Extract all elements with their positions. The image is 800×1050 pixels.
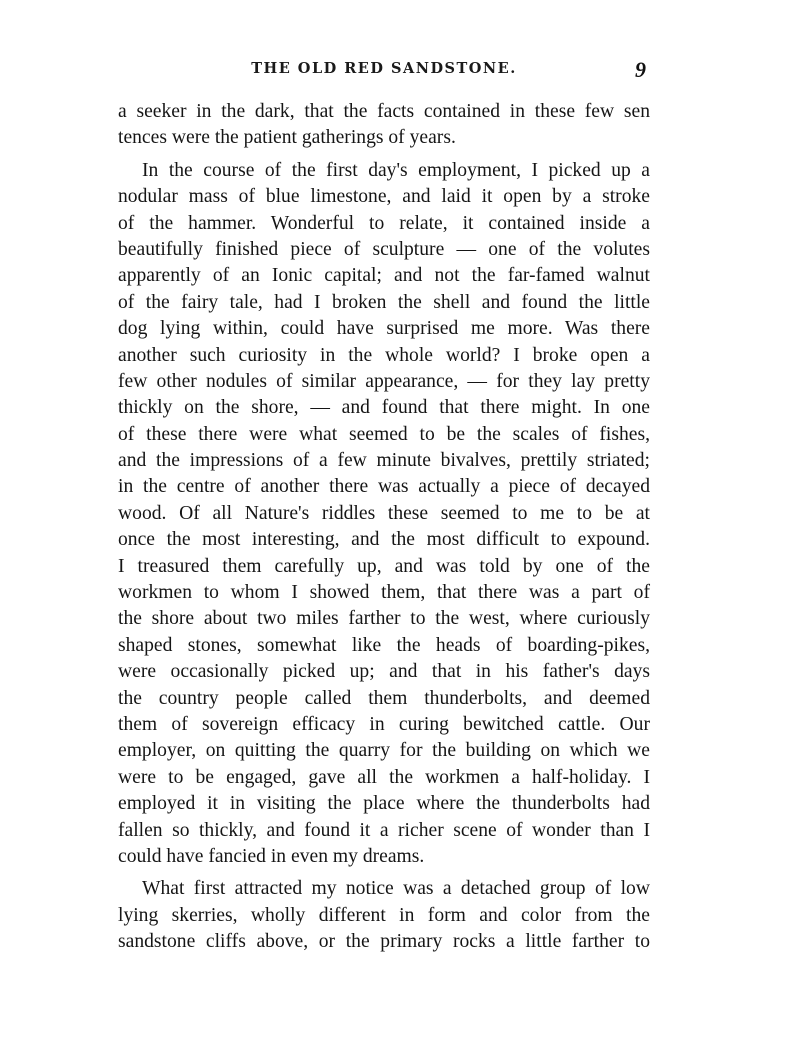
text-line: once the most interesting, and the most difficult to expound.	[118, 529, 650, 551]
text-line: sandstone cliffs above, or the primary rocks a little farther to	[118, 931, 650, 953]
text-line: and the impressions of a few minute bivalves, prettily striated;	[118, 450, 650, 472]
text-line: dog lying within, could have surprised me more. Was there	[118, 318, 650, 340]
text-line: shaped stones, somewhat like the heads of boarding-pikes,	[118, 634, 650, 656]
text-line: the shore about two miles farther to the west, where curiously	[118, 608, 650, 630]
text-line: apparently of an Ionic capital; and not the far-famed walnut	[118, 265, 650, 287]
text-line: In the course of the first day's employment, I picked up a	[142, 159, 650, 181]
running-title: THE OLD RED SANDSTONE.	[251, 60, 517, 77]
text-line: workmen to whom I showed them, that there was a part of	[118, 582, 650, 604]
text-line: of the hammer. Wonderful to relate, it contained inside a	[118, 212, 650, 234]
text-line: another such curiosity in the whole world? I broke open a	[118, 344, 650, 366]
text-line: tences were the patient gatherings of years.	[118, 127, 456, 149]
paragraph-2	[118, 158, 650, 871]
text-line: were occasionally picked up; and that in his father's days	[118, 661, 650, 683]
text-line: of the fairy tale, had I broken the shell and found the little	[118, 291, 650, 313]
text-line: What first attracted my notice was a detached group of low	[142, 878, 650, 900]
text-line: of these there were what seemed to be the scales of fishes,	[118, 423, 650, 445]
text-line: fallen so thickly, and found it a richer scene of wonder than I	[118, 819, 650, 841]
text-line: few other nodules of similar appearance, — for they lay pretty	[118, 370, 650, 392]
text-line: nodular mass of blue limestone, and laid it open by a stroke	[118, 186, 650, 208]
text-line: could have fancied in even my dreams.	[118, 845, 425, 867]
body-text	[118, 99, 650, 962]
text-line: wood. Of all Nature's riddles these seemed to me to be at	[118, 502, 650, 524]
text-line: employer, on quitting the quarry for the building on which we	[118, 740, 650, 762]
text-line: I treasured them carefully up, and was told by one of the	[118, 555, 650, 577]
paragraph-1	[118, 99, 650, 152]
text-line: the country people called them thunderbolts, and deemed	[118, 687, 650, 709]
paragraph-3	[118, 876, 650, 955]
text-line: thickly on the shore, — and found that there might. In one	[118, 397, 650, 419]
text-line: beautifully finished piece of sculpture — one of the volutes	[118, 238, 650, 260]
text-line: in the centre of another there was actually a piece of decayed	[118, 476, 650, 498]
text-line: them of sovereign efficacy in curing bewitched cattle. Our	[118, 713, 650, 735]
text-line: were to be engaged, gave all the workmen a half-holiday. I	[118, 766, 650, 788]
running-head	[118, 57, 650, 84]
page-number: 9	[635, 57, 646, 82]
text-line: lying skerries, wholly different in form and color from the	[118, 904, 650, 926]
text-line: employed it in visiting the place where the thunderbolts had	[118, 793, 650, 815]
text-line: a seeker in the dark, that the facts contained in these few sen	[118, 101, 650, 122]
